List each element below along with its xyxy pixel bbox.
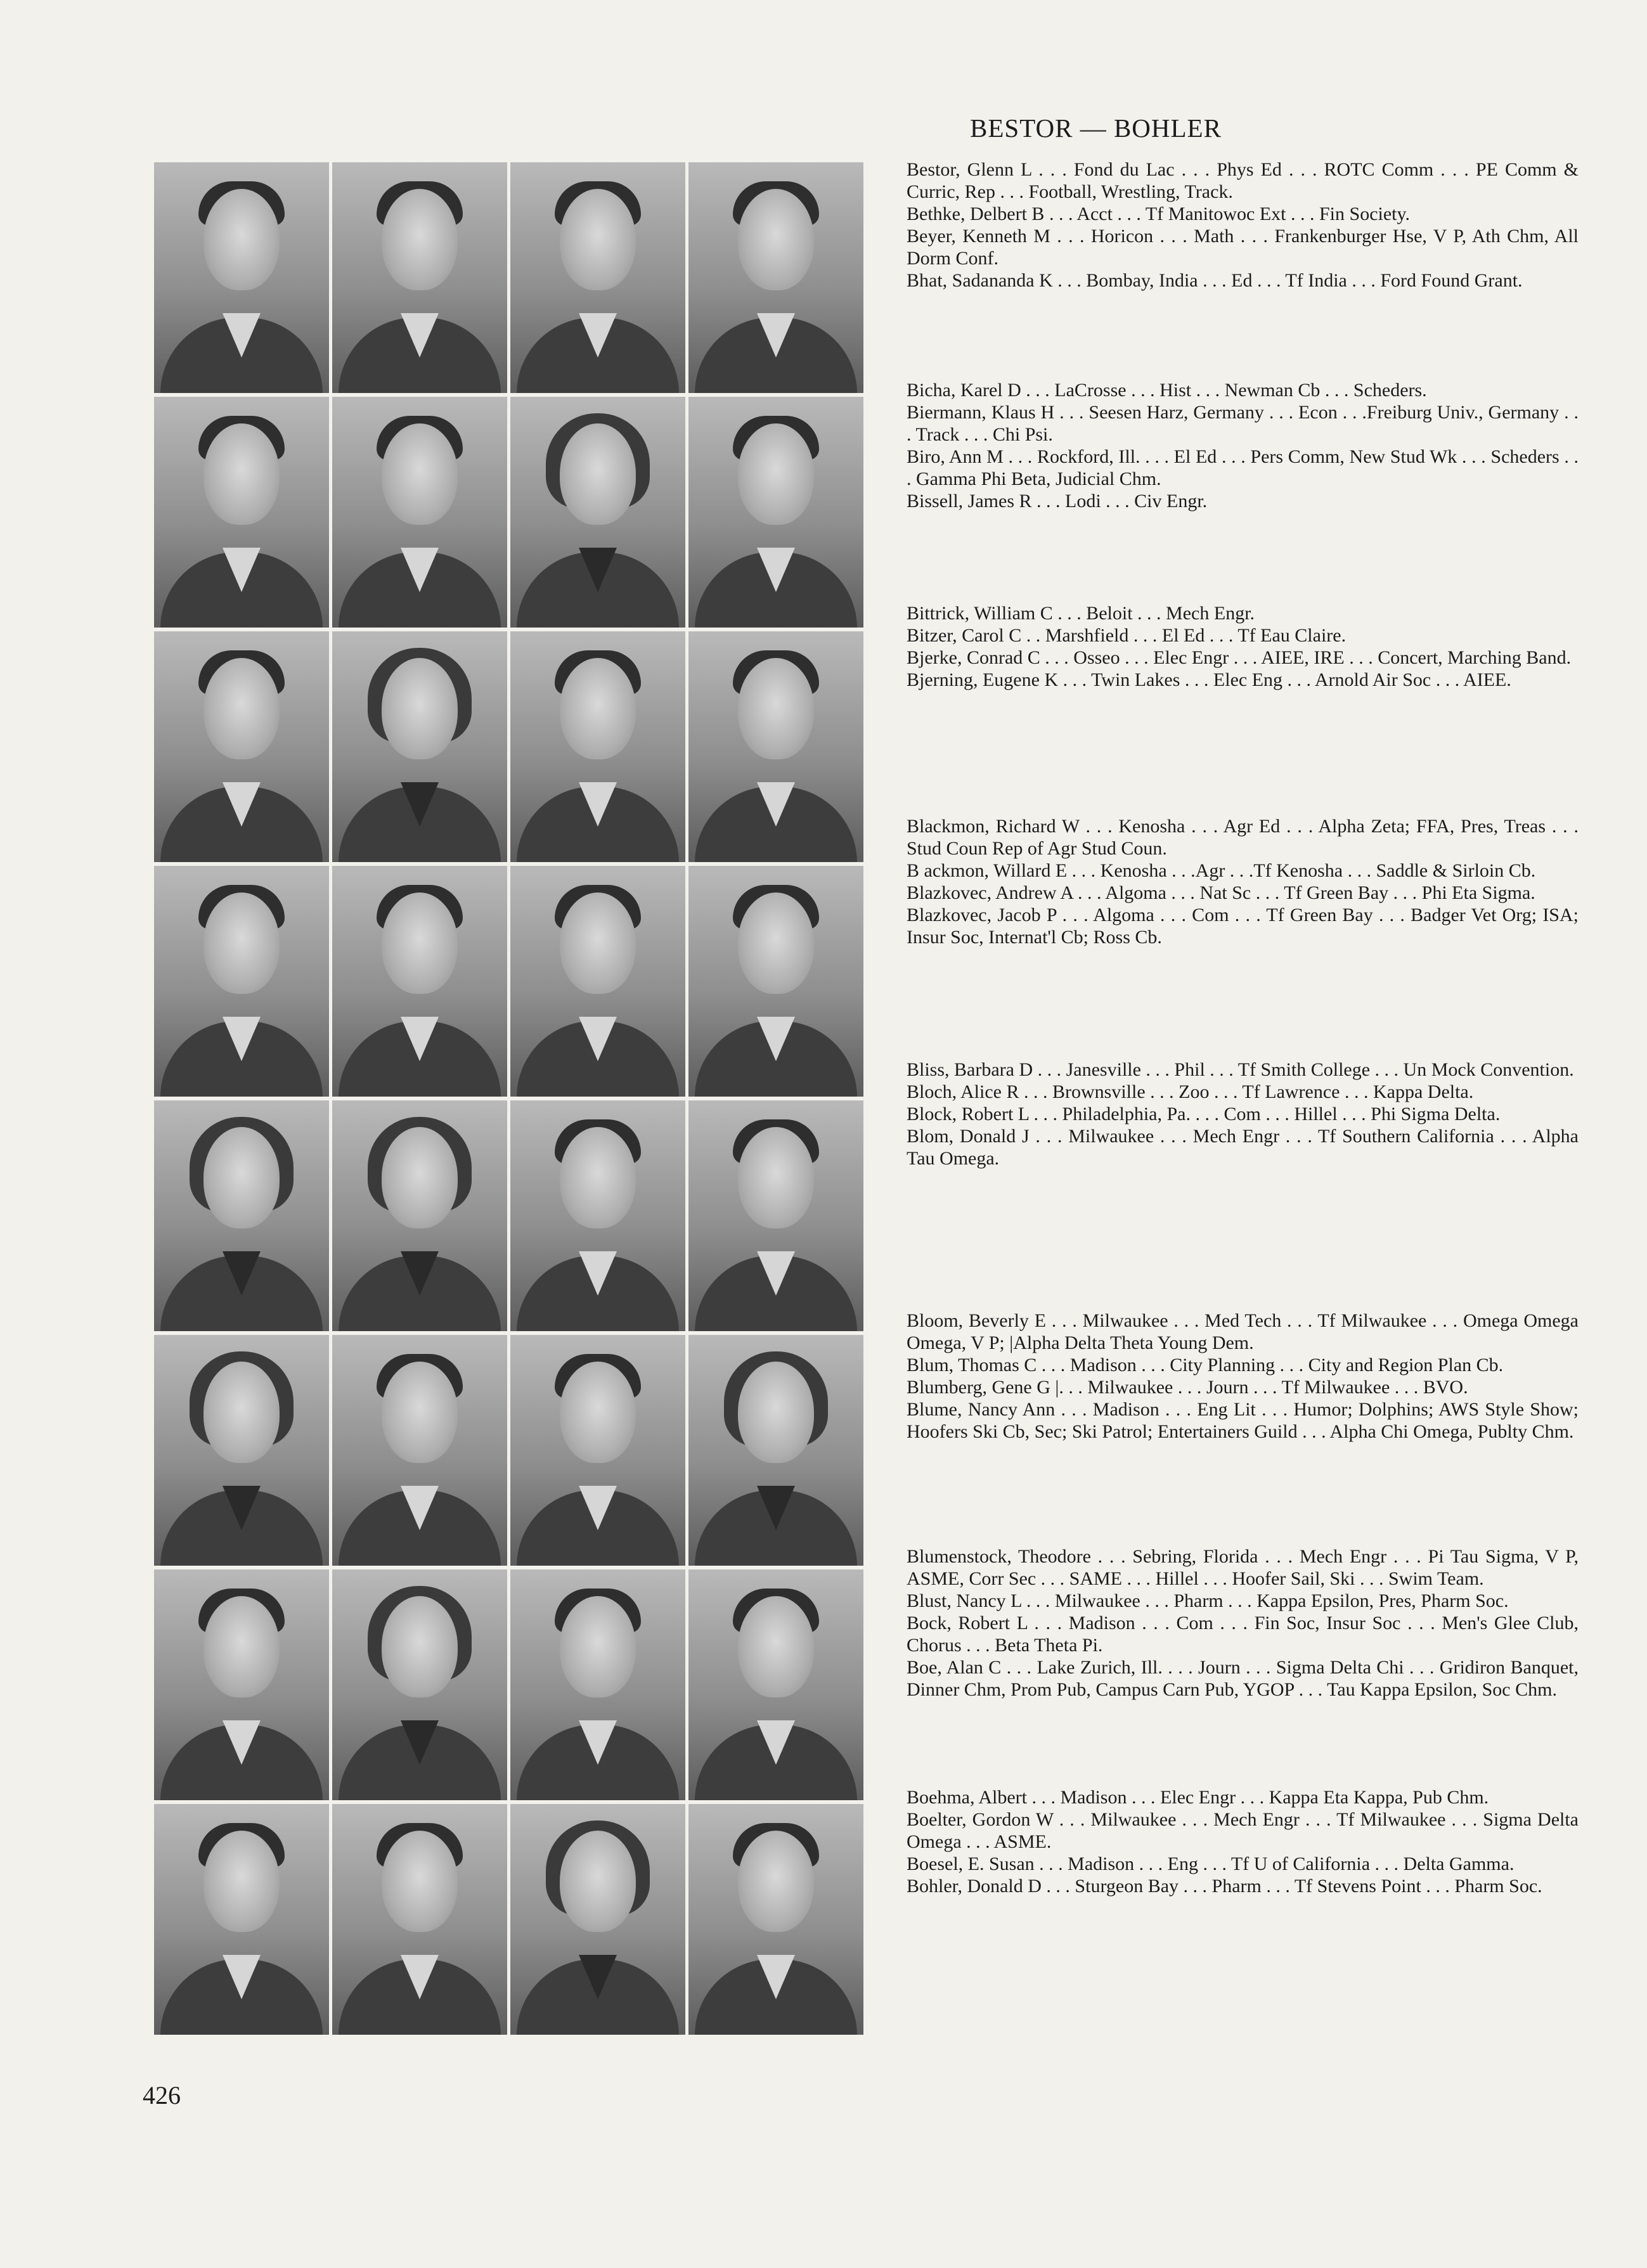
student-portrait — [154, 162, 329, 393]
student-portrait — [154, 1100, 329, 1331]
student-portrait — [510, 1100, 685, 1331]
student-entry: Bjerke, Conrad C . . . Osseo . . . Elec Engr . . . AIEE, IRE . . . Concert, Marching Band. — [907, 647, 1572, 668]
page-number: 426 — [143, 2081, 181, 2110]
page-heading: BESTOR — BOHLER — [970, 113, 1222, 143]
student-entry: Biro, Ann M . . . Rockford, Ill. . . . El Ed . . . Pers Comm, New Stud Wk . . . Scheders . . . Gamma Phi Beta, Judicial Chm. — [907, 446, 1579, 489]
entry-group — [907, 815, 1579, 948]
student-portrait — [332, 631, 507, 862]
student-entry: Blust, Nancy L . . . Milwaukee . . . Pharm . . . Kappa Epsilon, Pres, Pharm Soc. — [907, 1590, 1509, 1611]
student-entry: Blom, Donald J . . . Milwaukee . . . Mech Engr . . . Tf Southern California . . . Alpha Tau Omega. — [907, 1126, 1579, 1169]
entry-group — [907, 1059, 1579, 1169]
student-portrait — [688, 1804, 863, 2035]
student-entry: Bloch, Alice R . . . Brownsville . . . Zoo . . . Tf Lawrence . . . Kappa Delta. — [907, 1081, 1474, 1102]
student-entry: Bicha, Karel D . . . LaCrosse . . . Hist . . . Newman Cb . . . Scheders. — [907, 380, 1427, 401]
student-entry: Bliss, Barbara D . . . Janesville . . . Phil . . . Tf Smith College . . . Un Mock Convention. — [907, 1059, 1574, 1080]
student-entry: Boe, Alan C . . . Lake Zurich, Ill. . . . Journ . . . Sigma Delta Chi . . . Gridiron Banquet, Dinner Chm, Prom Pub, Campus Carn Pub, YGOP . . . Tau Kappa Epsilon, Soc Chm. — [907, 1657, 1579, 1700]
portrait-grid — [154, 162, 875, 2060]
student-portrait — [154, 866, 329, 1097]
student-portrait — [510, 162, 685, 393]
student-portrait — [510, 631, 685, 862]
student-portrait — [154, 1335, 329, 1566]
student-portrait — [510, 397, 685, 628]
student-entry: Blazkovec, Jacob P . . . Algoma . . . Com . . . Tf Green Bay . . . Badger Vet Org; ISA; Insur Soc, Internat'l Cb; Ross Cb. — [907, 905, 1579, 948]
student-portrait — [510, 866, 685, 1097]
student-entry: Blumberg, Gene G |. . . Milwaukee . . . Journ . . . Tf Milwaukee . . . BVO. — [907, 1377, 1468, 1398]
student-entry: Bitzer, Carol C . . Marshfield . . . El Ed . . . Tf Eau Claire. — [907, 625, 1347, 646]
student-entry: Beyer, Kenneth M . . . Horicon . . . Math . . . Frankenburger Hse, V P, Ath Chm, All Dorm Conf. — [907, 226, 1579, 269]
student-portrait — [332, 1335, 507, 1566]
entry-group — [907, 602, 1579, 691]
student-portrait — [688, 1569, 863, 1800]
student-portrait — [688, 631, 863, 862]
student-entry: Boesel, E. Susan . . . Madison . . . Eng . . . Tf U of California . . . Delta Gamma. — [907, 1853, 1515, 1874]
student-portrait — [332, 866, 507, 1097]
student-entry: Block, Robert L . . . Philadelphia, Pa. . . . Com . . . Hillel . . . Phi Sigma Delta. — [907, 1104, 1501, 1124]
student-entry: Bloom, Beverly E . . . Milwaukee . . . Med Tech . . . Tf Milwaukee . . . Omega Omega Omega, V P; |Alpha Delta Theta Young Dem. — [907, 1310, 1579, 1353]
student-entry: Bock, Robert L . . . Madison . . . Com . . . Fin Soc, Insur Soc . . . Men's Glee Club, Chorus . . . Beta Theta Pi. — [907, 1613, 1579, 1656]
entry-group — [907, 1786, 1579, 1897]
student-entry: Blumenstock, Theodore . . . Sebring, Florida . . . Mech Engr . . . Pi Tau Sigma, V P, ASME, Corr Sec . . . SAME . . . Hillel . . . Hoofer Sail, Ski . . . Swim Team. — [907, 1546, 1579, 1589]
student-portrait — [510, 1804, 685, 2035]
student-entry: Blume, Nancy Ann . . . Madison . . . Eng Lit . . . Humor; Dolphins; AWS Style Show; Hoofers Ski Cb, Sec; Ski Patrol; Entertainers Guild . . . Alpha Chi Omega, Publty Chm. — [907, 1399, 1579, 1442]
student-entry: Bestor, Glenn L . . . Fond du Lac . . . Phys Ed . . . ROTC Comm . . . PE Comm & Curric, Rep . . . Football, Wrestling, Track. — [907, 159, 1579, 202]
entry-group — [907, 379, 1579, 512]
student-entry: Blazkovec, Andrew A . . . Algoma . . . Nat Sc . . . Tf Green Bay . . . Phi Eta Sigma. — [907, 882, 1535, 903]
student-portrait — [154, 1804, 329, 2035]
student-entry: Bissell, James R . . . Lodi . . . Civ Engr. — [907, 491, 1208, 512]
entry-group — [907, 1545, 1579, 1701]
student-portrait — [332, 1100, 507, 1331]
student-entry: Blum, Thomas C . . . Madison . . . City Planning . . . City and Region Plan Cb. — [907, 1355, 1504, 1376]
student-entry: Bjerning, Eugene K . . . Twin Lakes . . . Elec Eng . . . Arnold Air Soc . . . AIEE. — [907, 669, 1511, 690]
student-portrait — [332, 162, 507, 393]
student-portrait — [688, 1100, 863, 1331]
student-entry: Bohler, Donald D . . . Sturgeon Bay . . . Pharm . . . Tf Stevens Point . . . Pharm Soc. — [907, 1876, 1542, 1897]
student-portrait — [688, 397, 863, 628]
entry-group — [907, 1310, 1579, 1443]
student-portrait — [510, 1569, 685, 1800]
student-portrait — [154, 631, 329, 862]
student-entry: Blackmon, Richard W . . . Kenosha . . . Agr Ed . . . Alpha Zeta; FFA, Pres, Treas . . . Stud Coun Rep of Agr Stud Coun. — [907, 816, 1579, 859]
student-portrait — [688, 866, 863, 1097]
student-portrait — [154, 397, 329, 628]
student-entry: Biermann, Klaus H . . . Seesen Harz, Germany . . . Econ . . .Freiburg Univ., Germany . . . Track . . . Chi Psi. — [907, 402, 1579, 445]
student-entry: Bittrick, William C . . . Beloit . . . Mech Engr. — [907, 603, 1255, 624]
student-entry: B ackmon, Willard E . . . Kenosha . . .Agr . . .Tf Kenosha . . . Saddle & Sirloin Cb. — [907, 860, 1536, 881]
student-portrait — [332, 397, 507, 628]
student-portrait — [332, 1569, 507, 1800]
student-entry: Boehma, Albert . . . Madison . . . Elec Engr . . . Kappa Eta Kappa, Pub Chm. — [907, 1787, 1489, 1808]
student-entry: Bethke, Delbert B . . . Acct . . . Tf Manitowoc Ext . . . Fin Society. — [907, 203, 1411, 224]
student-portrait — [332, 1804, 507, 2035]
student-entry: Boelter, Gordon W . . . Milwaukee . . . Mech Engr . . . Tf Milwaukee . . . Sigma Delta Omega . . . ASME. — [907, 1809, 1579, 1852]
student-portrait — [154, 1569, 329, 1800]
student-entry: Bhat, Sadananda K . . . Bombay, India . . . Ed . . . Tf India . . . Ford Found Grant. — [907, 270, 1523, 291]
student-portrait — [510, 1335, 685, 1566]
student-portrait — [688, 1335, 863, 1566]
student-portrait — [688, 162, 863, 393]
entry-group — [907, 158, 1579, 292]
